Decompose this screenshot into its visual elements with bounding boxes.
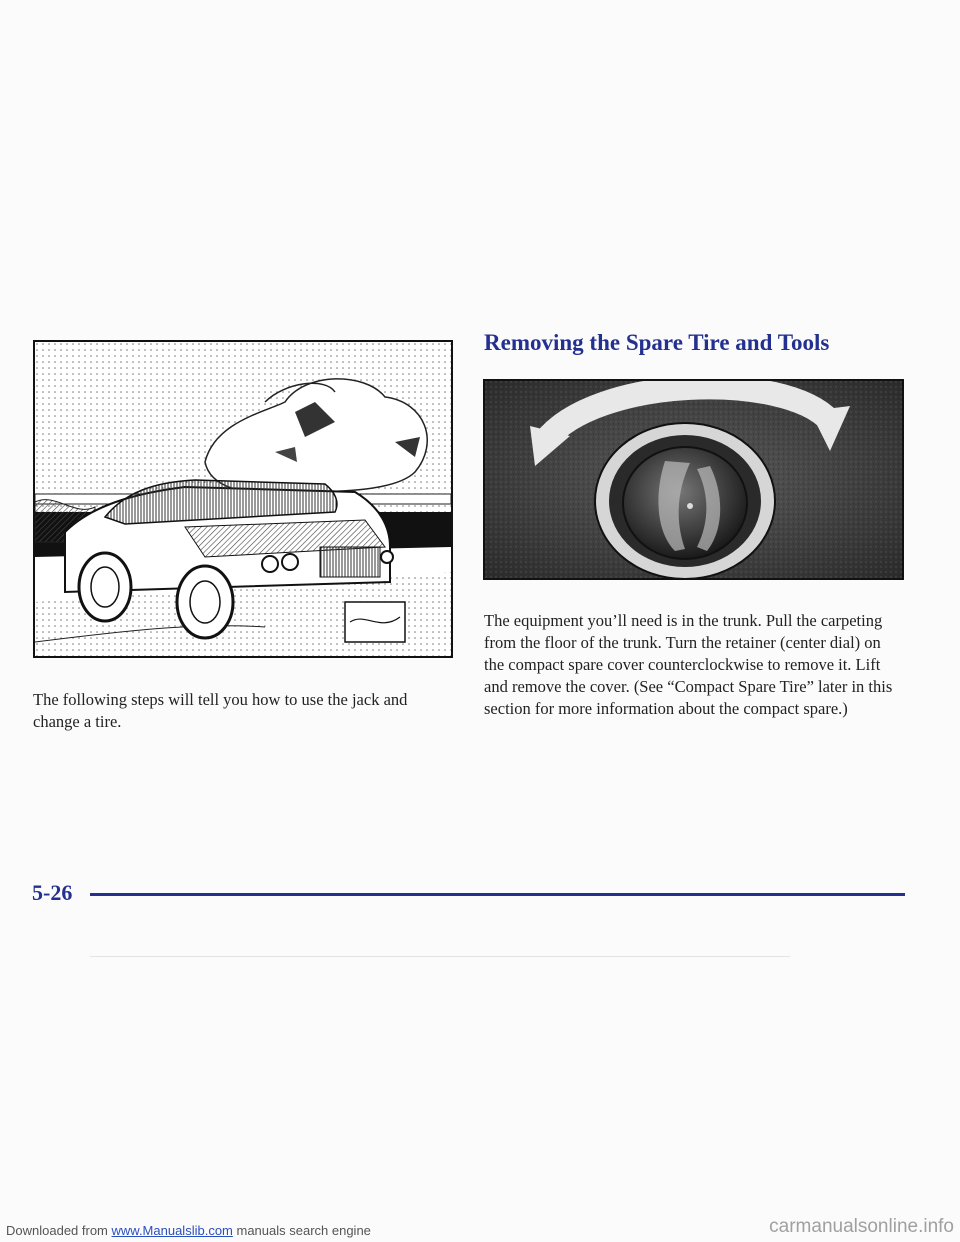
footer-rule	[90, 893, 905, 896]
intro-paragraph: The following steps will tell you how to use the jack and change a tire.	[33, 690, 408, 731]
car-illustration-svg	[35, 342, 451, 656]
watermark-suffix: manuals search engine	[232, 1223, 371, 1238]
car-flat-tire-illustration	[33, 340, 453, 658]
dial-photo-svg	[485, 381, 902, 578]
watermark-prefix: Downloaded from	[6, 1223, 112, 1238]
page-number: 5-26	[32, 880, 73, 905]
site-watermark: carmanualsonline.info	[769, 1216, 954, 1237]
download-watermark	[6, 1223, 371, 1238]
instructions-paragraph: The equipment you’ll need is in the trunk. Pull the carpeting from the floor of the trunk. Turn the retainer (center dial) on the compact spare cover counterclockwise to remove it. Lift and remove the cover. (See “Compact Spare Tire” later in this section for more information about the compact spare.)	[484, 611, 893, 718]
section-heading: Removing the Spare Tire and Tools	[484, 330, 830, 355]
manualslib-link[interactable]: www.Manualslib.com	[111, 1223, 233, 1238]
scan-artifact-line	[90, 956, 790, 957]
spare-cover-dial-photo	[483, 379, 904, 580]
